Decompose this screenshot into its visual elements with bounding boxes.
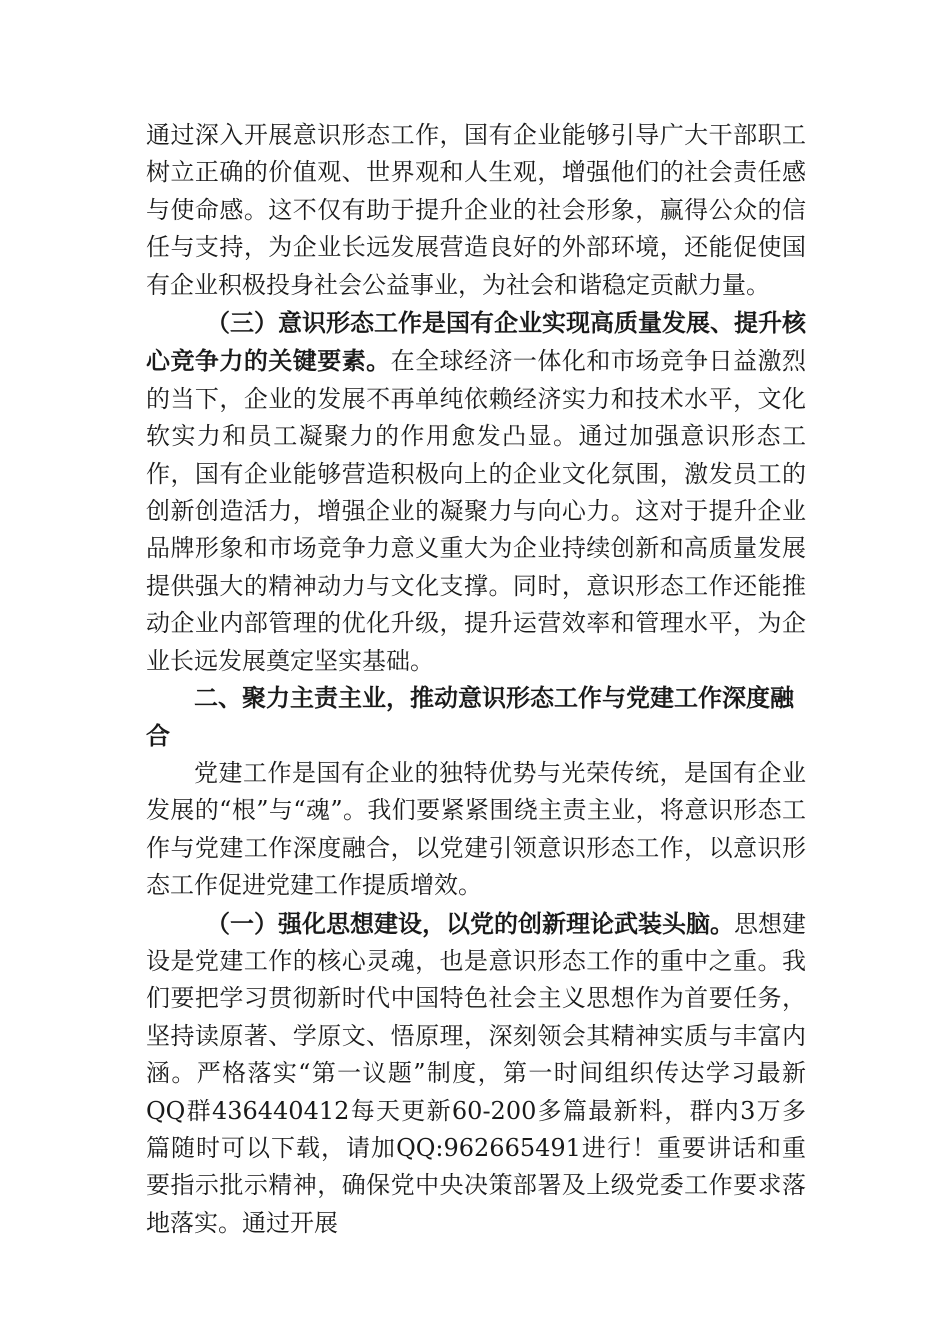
paragraph-2-lead: （三）意识形态工作是国有企业实现高质量发展、提升核心竞争力的关键要素。 (146, 308, 806, 376)
paragraph-2 (146, 304, 806, 680)
paragraph-4-lead: （一）强化思想建设，以党的创新理论武装头脑。 (206, 908, 734, 938)
paragraph-4 (146, 905, 806, 1243)
document-page (146, 117, 806, 1242)
paragraph-4-body: 思想建设是党建工作的核心灵魂，也是意识形态工作的重中之重。我们要把学习贯彻新时代中国特色社会主义思想作为首要任务，坚持读原著、学原文、悟原理，深刻领会其精神实质与丰富内涵。严格落实“第一议题”制度，第一时间组织传达学习最新QQ群436440412每天更新60-200多篇最新料，群内3万多篇随时可以下载，请加QQ:962665491进行！重要讲话和重要指示批示精神，确保党中央决策部署及上级党委工作要求落地落实。通过开展 (146, 909, 806, 1237)
paragraph-3: 党建工作是国有企业的独特优势与光荣传统，是国有企业发展的“根”与“魂”。我们要紧紧围绕主责主业，将意识形态工作与党建工作深度融合，以党建引领意识形态工作，以意识形态工作促进党建工作提质增效。 (146, 758, 806, 900)
paragraph-2-body: 在全球经济一体化和市场竞争日益激烈的当下，企业的发展不再单纯依赖经济实力和技术水平，文化软实力和员工凝聚力的作用愈发凸显。通过加强意识形态工作，国有企业能够营造积极向上的企业文化氛围，激发员工的创新创造活力，增强企业的凝聚力与向心力。这对于提升企业品牌形象和市场竞争力意义重大为企业持续创新和高质量发展提供强大的精神动力与文化支撑。同时，意识形态工作还能推动企业内部管理的优化升级，提升运营效率和管理水平，为企业长远发展奠定坚实基础。 (146, 347, 807, 675)
paragraph-1: 通过深入开展意识形态工作，国有企业能够引导广大干部职工树立正确的价值观、世界观和人生观，增强他们的社会责任感与使命感。这不仅有助于提升企业的社会形象，赢得公众的信任与支持，为企业长远发展营造良好的外部环境，还能促使国有企业积极投身社会公益事业，为社会和谐稳定贡献力量。 (146, 121, 806, 299)
section-heading-2: 二、聚力主责主业，推动意识形态工作与党建工作深度融合 (146, 684, 794, 750)
